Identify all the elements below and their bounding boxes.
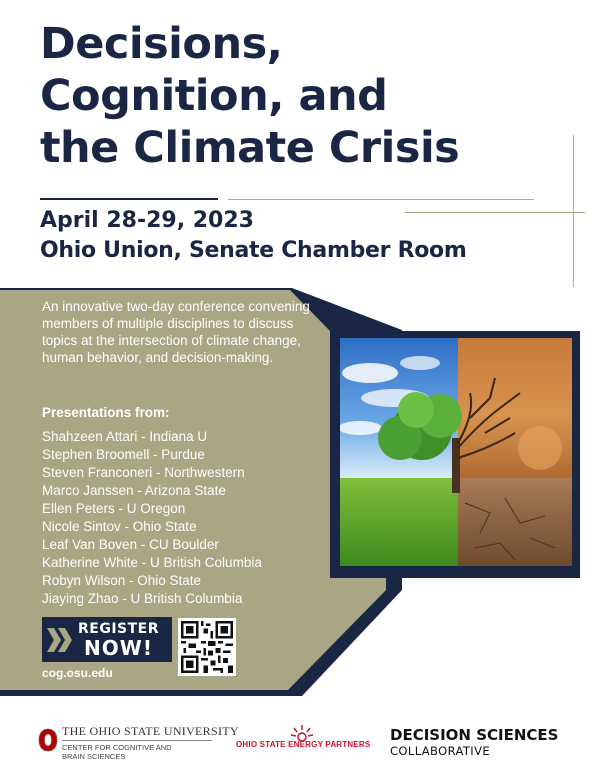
osu-name: THE OHIO STATE UNIVERSITY <box>62 724 239 738</box>
presenters-list <box>42 428 262 608</box>
register-line-2: NOW! <box>84 635 153 660</box>
presentations-heading: Presentations from: <box>42 405 170 420</box>
register-label <box>78 622 159 658</box>
list-item: Stephen Broomell - Purdue <box>42 447 205 462</box>
list-item: Shahzeen Attari - Indiana U <box>42 429 208 444</box>
event-venue: Ohio Union, Senate Chamber Room <box>40 238 467 263</box>
list-item: Robyn Wilson - Ohio State <box>42 573 202 588</box>
qr-code-icon[interactable] <box>178 618 236 676</box>
list-item: Leaf Van Boven - CU Boulder <box>42 537 219 552</box>
list-item: Nicole Sintov - Ohio State <box>42 519 197 534</box>
register-line-1: REGISTER <box>78 620 160 637</box>
register-now-button[interactable] <box>42 617 172 662</box>
title-line-2: Cognition, and <box>40 71 388 121</box>
dsc-name-line-2: COLLABORATIVE <box>390 744 491 758</box>
list-item: Steven Franconeri - Northwestern <box>42 465 245 480</box>
list-item: Katherine White - U British Columbia <box>42 555 262 570</box>
osu-divider <box>62 740 212 741</box>
event-date: April 28-29, 2023 <box>40 208 254 233</box>
energy-partners-name: OHIO STATE ENERGY PARTNERS <box>236 740 371 749</box>
climate-split-image <box>340 338 572 566</box>
list-item: Jiaying Zhao - U British Columbia <box>42 591 243 606</box>
list-item: Marco Janssen - Arizona State <box>42 483 226 498</box>
intro-text: An innovative two-day conference convening members of multiple disciplines to discuss topics at the intersection of climate change, human behavior, and decision-making. <box>42 299 310 365</box>
osu-block-o-icon <box>38 728 58 752</box>
register-url-link[interactable]: cog.osu.edu <box>42 666 113 680</box>
dsc-name-line-1: DECISION SCIENCES <box>390 726 559 744</box>
osu-center-name: CENTER FOR COGNITIVE AND BRAIN SCIENCES <box>62 743 172 761</box>
chevron-double-right-icon <box>42 617 78 662</box>
title-line-1: Decisions, <box>40 19 283 69</box>
title-line-3: the Climate Crisis <box>40 123 460 173</box>
list-item: Ellen Peters - U Oregon <box>42 501 186 516</box>
